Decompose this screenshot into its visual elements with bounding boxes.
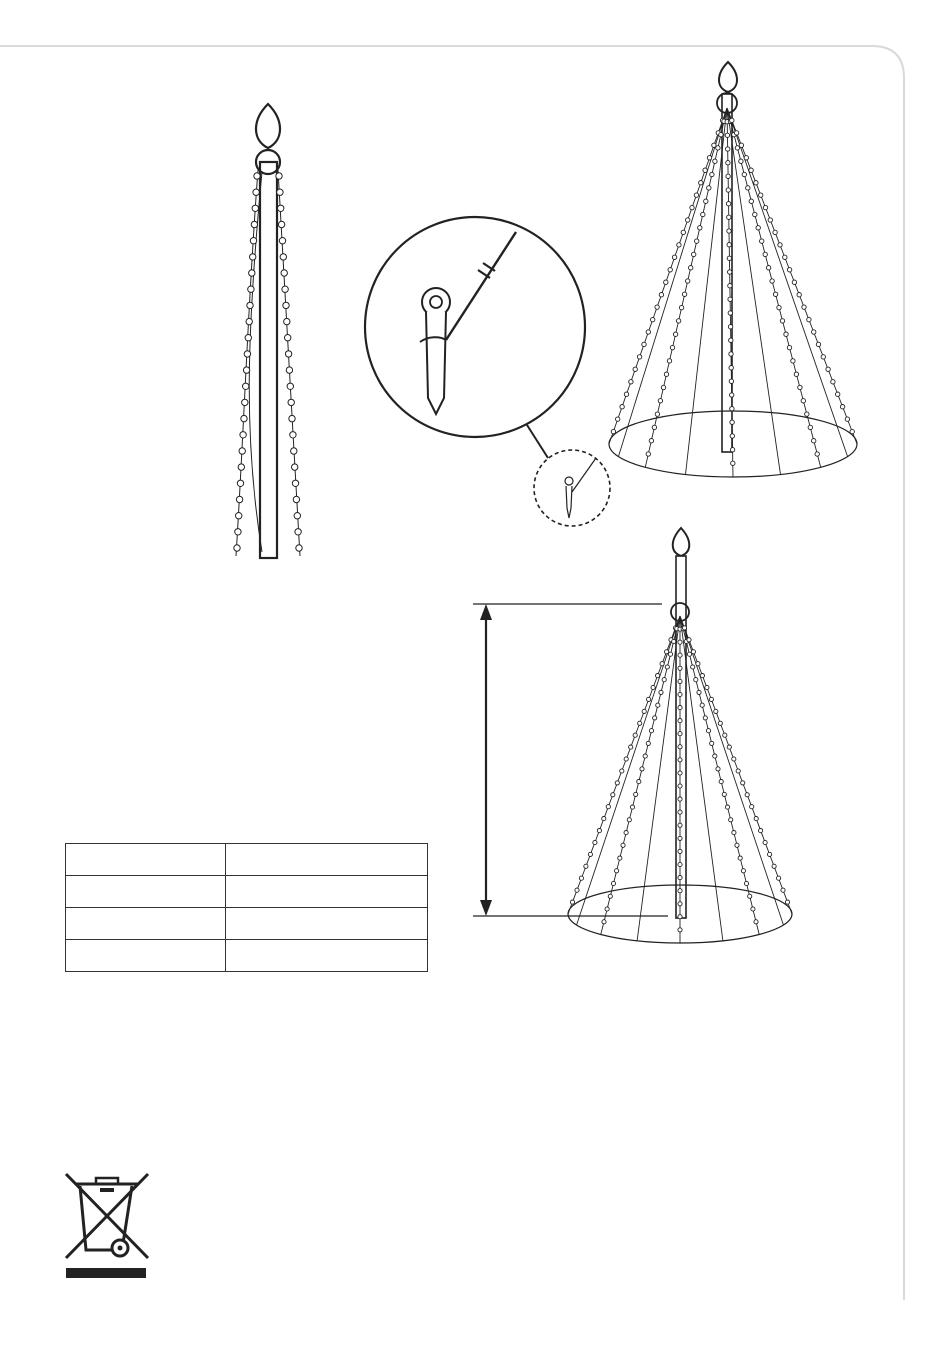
light-bulb-bead (647, 697, 651, 701)
table-cell (66, 876, 226, 908)
table-cell (66, 844, 226, 876)
light-bulb-bead (678, 784, 682, 788)
light-bulb-bead (659, 690, 663, 694)
light-bulb-bead (611, 793, 615, 797)
light-bulb-bead (759, 829, 763, 833)
light-bulb-bead (722, 792, 726, 796)
light-bulb-bead (678, 849, 682, 853)
light-string (637, 616, 680, 941)
light-bulb-bead (678, 889, 682, 893)
table-cell (66, 940, 226, 972)
light-bulb-bead (736, 769, 740, 773)
light-bulb-bead (751, 907, 755, 911)
light-bulb-bead (660, 662, 664, 666)
light-bulb-bead (630, 805, 634, 809)
light-bulb-bead (706, 729, 710, 733)
light-bulb-bead (781, 888, 785, 892)
light-bulb-bead (633, 733, 637, 737)
light-bulb-bead (700, 674, 704, 678)
crossed-out-wheelie-bin-icon (62, 1170, 152, 1282)
light-bulb-bead (672, 639, 676, 643)
light-bulb-bead (621, 843, 625, 847)
light-bulb-bead (642, 709, 646, 713)
light-bulb-bead (624, 831, 628, 835)
light-bulb-bead (745, 793, 749, 797)
light-string (568, 616, 680, 914)
light-bulb-bead (785, 900, 789, 904)
light-bulb-bead (772, 864, 776, 868)
light-bulb-bead (678, 679, 682, 683)
light-string (680, 616, 792, 914)
light-bulb-bead (697, 690, 701, 694)
light-bulb-bead (678, 653, 682, 657)
light-bulb-bead (754, 817, 758, 821)
light-bulb-bead (732, 757, 736, 761)
light-bulb-bead (768, 852, 772, 856)
light-bulb-bead (651, 685, 655, 689)
light-bulb-bead (579, 876, 583, 880)
light-bulb-bead (729, 818, 733, 822)
light-bulb-bead (584, 864, 588, 868)
light-bulb-bead (678, 745, 682, 749)
light-bulb-bead (618, 856, 622, 860)
light-bulb-bead (748, 894, 752, 898)
specification-table (65, 843, 428, 972)
light-bulb-bead (656, 703, 660, 707)
light-bulb-bead (763, 840, 767, 844)
light-bulb-bead (678, 823, 682, 827)
light-bulb-bead (678, 836, 682, 840)
light-bulb-bead (678, 719, 682, 723)
light-bulb-bead (705, 685, 709, 689)
light-bulb-bead (593, 840, 597, 844)
light-bulb-bead (744, 881, 748, 885)
light-bulb-bead (754, 920, 758, 924)
light-bulb-bead (624, 757, 628, 761)
table-cell (226, 940, 428, 972)
light-bulb-bead (678, 902, 682, 906)
light-string (680, 616, 784, 925)
light-bulb-bead (602, 920, 606, 924)
light-bulb-bead (653, 716, 657, 720)
light-bulb-bead (649, 729, 653, 733)
light-bulb-bead (643, 754, 647, 758)
light-bulb-bead (627, 818, 631, 822)
light-bulb-bead (741, 781, 745, 785)
light-bulb-bead (709, 697, 713, 701)
light-bulb-bead (638, 721, 642, 725)
light-bulb-bead (678, 666, 682, 670)
light-bulb-bead (727, 745, 731, 749)
light-bulb-bead (575, 888, 579, 892)
light-bulb-bead (678, 706, 682, 710)
light-bulb-bead (678, 928, 682, 932)
light-bulb-bead (665, 650, 669, 654)
table-row (66, 940, 428, 972)
light-bulb-bead (637, 780, 641, 784)
light-bulb-bead (735, 843, 739, 847)
light-bulb-bead (678, 692, 682, 696)
light-bulb-bead (678, 640, 682, 644)
light-bulb-bead (634, 792, 638, 796)
light-bulb-bead (725, 805, 729, 809)
light-bulb-bead (713, 754, 717, 758)
light-bulb-bead (678, 732, 682, 736)
light-bulb-bead (718, 721, 722, 725)
light-bulb-bead (682, 626, 686, 630)
light-bulb-bead (570, 900, 574, 904)
light-bulb-bead (741, 869, 745, 873)
light-bulb-bead (687, 652, 691, 656)
light-bulb-bead (602, 817, 606, 821)
light-bulb-bead (678, 862, 682, 866)
light-cone-tree-icon (568, 528, 792, 943)
table-row (66, 844, 428, 876)
light-bulb-bead (678, 797, 682, 801)
light-bulb-bead (588, 852, 592, 856)
light-bulb-bead (732, 831, 736, 835)
light-bulb-bead (678, 758, 682, 762)
light-bulb-bead (615, 781, 619, 785)
light-bulb-bead (703, 716, 707, 720)
light-bulb-bead (678, 915, 682, 919)
light-bulb-bead (668, 652, 672, 656)
table-cell (226, 844, 428, 876)
light-bulb-bead (640, 767, 644, 771)
table-row (66, 908, 428, 940)
light-bulb-bead (646, 741, 650, 745)
light-bulb-bead (662, 678, 666, 682)
light-bulb-bead (629, 745, 633, 749)
light-bulb-bead (750, 805, 754, 809)
light-bulb-bead (696, 662, 700, 666)
light-string (577, 616, 681, 925)
light-bulb-bead (710, 741, 714, 745)
light-bulb-bead (665, 665, 669, 669)
light-bulb-bead (620, 769, 624, 773)
table-cell (226, 908, 428, 940)
light-bulb-bead (691, 650, 695, 654)
light-bulb-bead (606, 805, 610, 809)
light-bulb-bead (691, 665, 695, 669)
light-bulb-bead (687, 638, 691, 642)
table-cell (66, 908, 226, 940)
light-bulb-bead (723, 733, 727, 737)
light-bulb-bead (656, 674, 660, 678)
table-cell (226, 876, 428, 908)
table-row (66, 876, 428, 908)
light-bulb-bead (738, 856, 742, 860)
light-bulb-bead (611, 881, 615, 885)
light-bulb-bead (714, 709, 718, 713)
light-bulb-bead (694, 678, 698, 682)
light-bulb-bead (777, 876, 781, 880)
light-bulb-bead (615, 869, 619, 873)
light-bulb-bead (700, 703, 704, 707)
light-bulb-bead (716, 767, 720, 771)
light-bulb-bead (719, 780, 723, 784)
light-bulb-bead (678, 810, 682, 814)
height-dimension-icon (473, 604, 668, 916)
light-bulb-bead (678, 771, 682, 775)
light-bulb-bead (678, 876, 682, 880)
light-bulb-bead (597, 829, 601, 833)
light-bulb-bead (605, 907, 609, 911)
light-bulb-bead (608, 894, 612, 898)
